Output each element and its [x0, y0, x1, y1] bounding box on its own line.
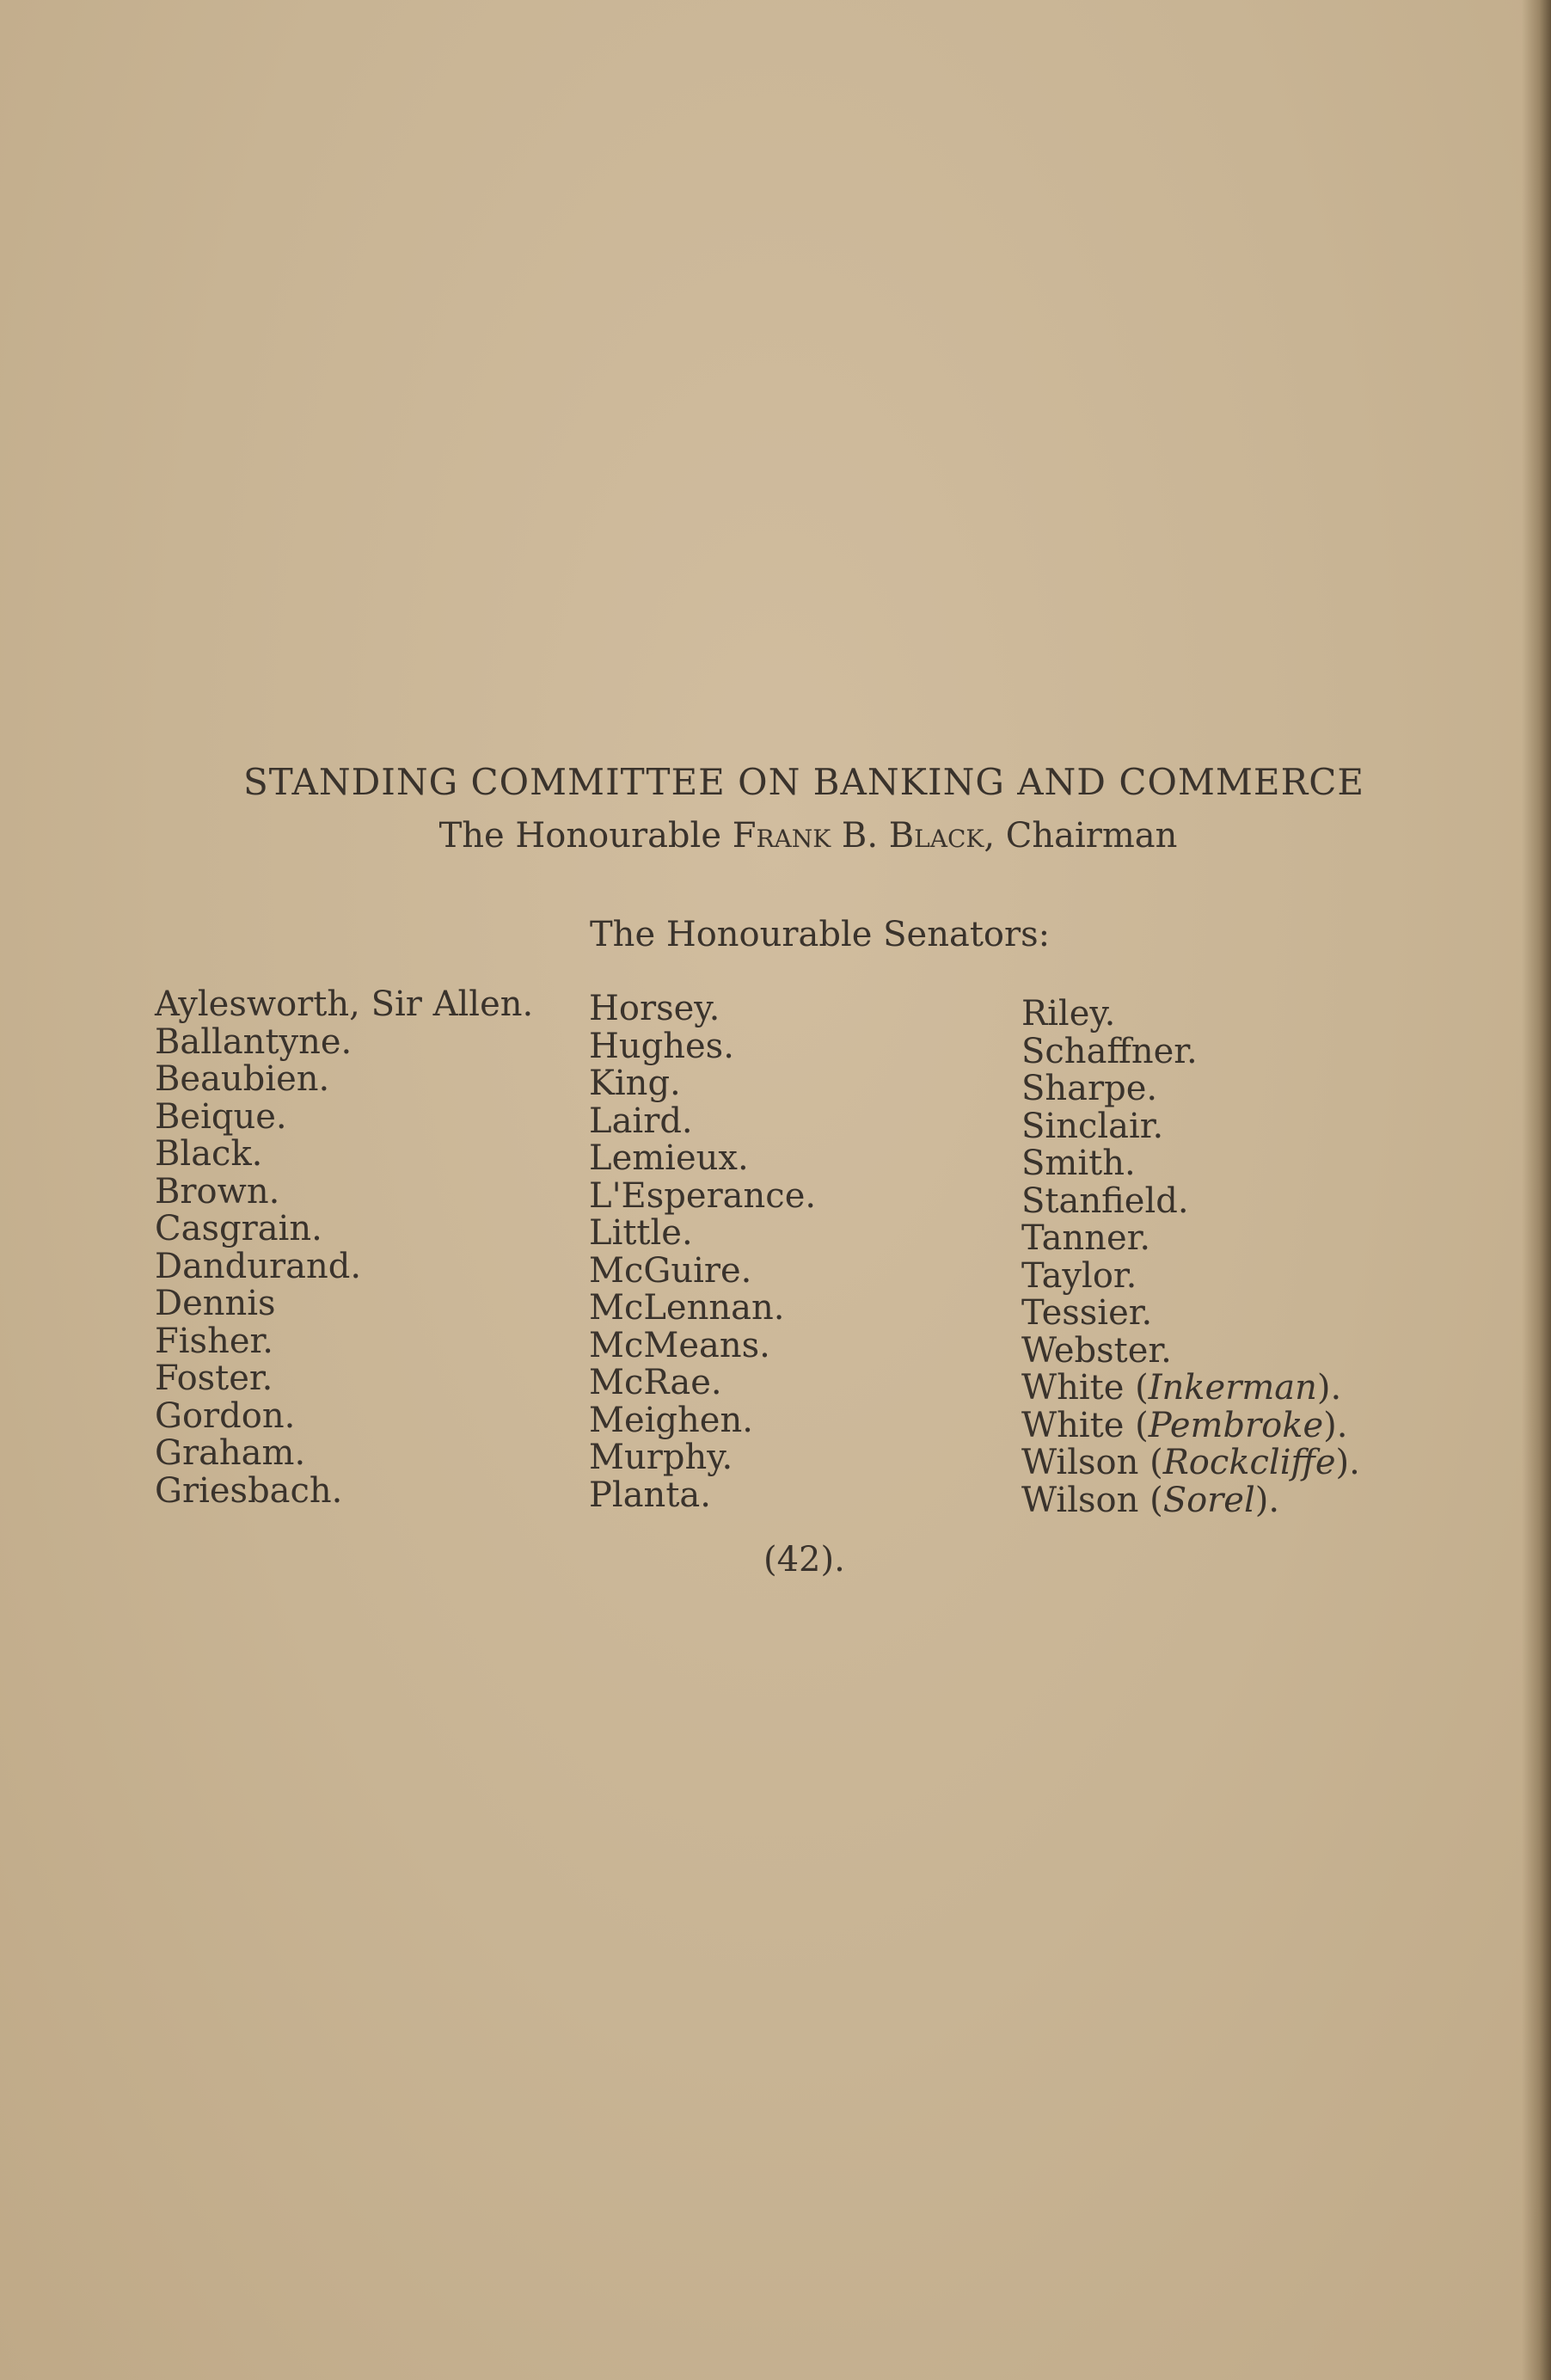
- chairman-suffix: , Chairman: [984, 816, 1178, 856]
- senator-name: Fisher.: [155, 1321, 273, 1361]
- senator-name: Taylor.: [1021, 1255, 1137, 1296]
- senator-qualifier-end: ).: [1323, 1405, 1348, 1445]
- senator-name: Griesbach.: [155, 1470, 343, 1511]
- senator-name: Brown.: [155, 1171, 280, 1211]
- senator-name-qualified: [1021, 1370, 1360, 1408]
- senator-name: Webster.: [1021, 1330, 1172, 1371]
- senator-name: Gordon.: [155, 1395, 296, 1436]
- senators-heading: The Honourable Senators:: [590, 915, 1051, 954]
- senator-name-qualified: [1021, 1405, 1360, 1445]
- chairman-middle-initial: B.: [841, 816, 879, 856]
- senator-name: Riley.: [1021, 994, 1116, 1034]
- senator-name: Dennis: [155, 1284, 276, 1323]
- senator-qualifier-end: ).: [1335, 1443, 1360, 1482]
- chairman-first-name: Frank: [732, 816, 831, 856]
- senator-qualifier: Pembroke: [1148, 1405, 1324, 1445]
- senator-name: Laird.: [589, 1101, 693, 1141]
- chairman-line: [0, 815, 1551, 856]
- senator-name: Aylesworth, Sir Allen.: [155, 985, 534, 1024]
- chairman-last-name: Black: [888, 816, 984, 856]
- senator-name: Schaffner.: [1021, 1031, 1198, 1071]
- senator-qualifier: Sorel: [1162, 1480, 1255, 1520]
- chairman-prefix: The Honourable: [438, 816, 721, 856]
- senator-name-qualified: [1021, 1482, 1360, 1520]
- senator-column-2: [589, 991, 816, 1514]
- senator-qualifier-end: ).: [1254, 1480, 1280, 1520]
- senator-name: Graham.: [155, 1433, 306, 1473]
- senator-name: Sinclair.: [1021, 1106, 1164, 1146]
- senator-name: Smith.: [1021, 1144, 1136, 1183]
- senator-name: Stanfield.: [1021, 1181, 1189, 1221]
- senator-name: Lemieux.: [589, 1138, 749, 1178]
- senator-name: Casgrain.: [155, 1209, 322, 1248]
- senator-qualifier-end: ).: [1316, 1368, 1342, 1408]
- senator-qualifier: Inkerman: [1148, 1368, 1317, 1408]
- senator-name: McRae.: [589, 1363, 722, 1402]
- senator-name: King.: [589, 1064, 681, 1103]
- senator-name: Dandurand.: [155, 1246, 362, 1286]
- senator-name: Murphy.: [589, 1438, 733, 1477]
- senator-name: Horsey.: [589, 989, 720, 1028]
- senator-surname: White (: [1021, 1368, 1149, 1408]
- senator-surname: Wilson (: [1021, 1480, 1163, 1520]
- senator-name: Black.: [155, 1134, 263, 1174]
- senator-name: Ballantyne.: [155, 1021, 352, 1062]
- senator-name: Little.: [589, 1213, 693, 1253]
- senator-name: McLennan.: [589, 1288, 785, 1328]
- senator-name: Hughes.: [589, 1026, 734, 1066]
- senator-name: Tanner.: [1021, 1218, 1151, 1258]
- senator-name: Beaubien.: [155, 1059, 330, 1099]
- senator-name: Planta.: [589, 1475, 711, 1515]
- committee-title: STANDING COMMITTEE ON BANKING AND COMMERCE: [243, 761, 1364, 803]
- senator-name: Meighen.: [589, 1400, 753, 1440]
- senator-name: McMeans.: [589, 1325, 770, 1365]
- senator-name-qualified: [1021, 1445, 1360, 1482]
- senator-name: Tessier.: [1021, 1293, 1153, 1333]
- senator-name: Sharpe.: [1021, 1069, 1158, 1108]
- senator-column-1: [155, 986, 533, 1510]
- page-edge-shadow: [1522, 0, 1551, 2380]
- page-number: (42).: [763, 1540, 845, 1580]
- senator-name: L'Esperance.: [589, 1175, 817, 1216]
- senator-name: McGuire.: [589, 1250, 752, 1291]
- senator-qualifier: Rockcliffe: [1162, 1443, 1336, 1482]
- senator-surname: White (: [1021, 1405, 1149, 1445]
- senator-name: Beique.: [155, 1096, 287, 1137]
- senator-surname: Wilson (: [1021, 1443, 1163, 1482]
- senator-name: Foster.: [155, 1359, 273, 1398]
- senator-column-3: [1021, 996, 1360, 1519]
